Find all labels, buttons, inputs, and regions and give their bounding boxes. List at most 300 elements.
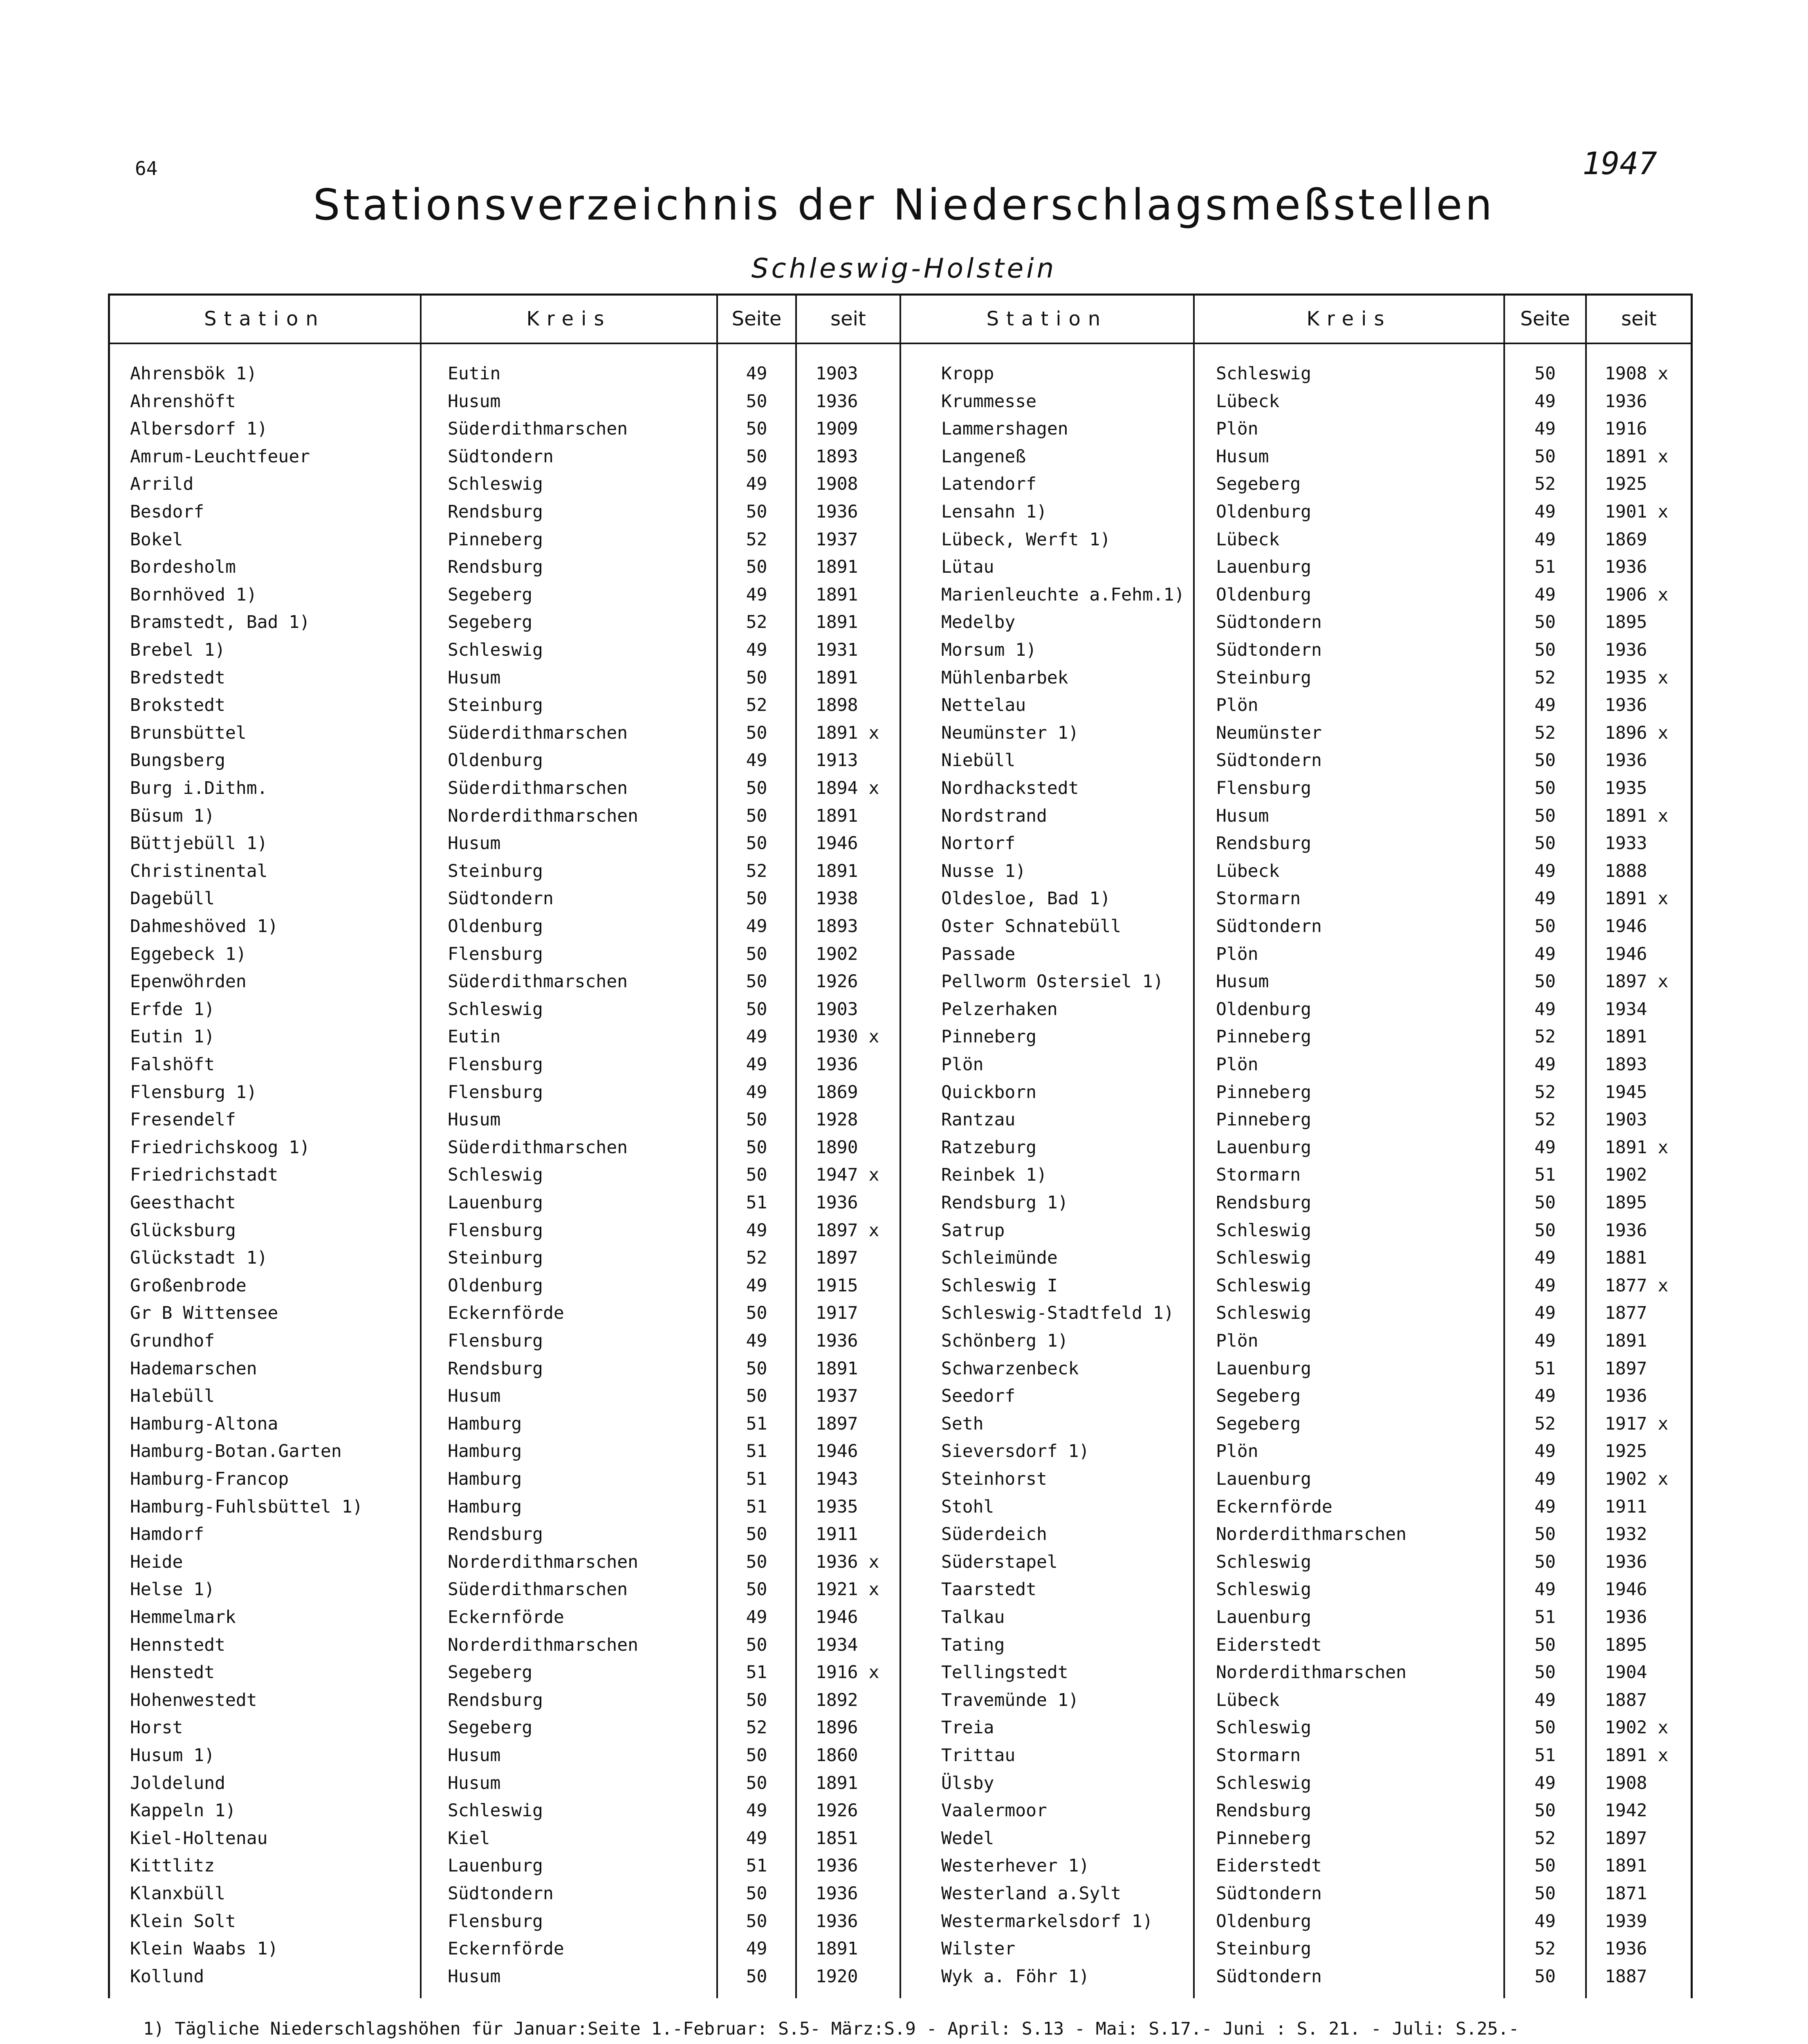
station-name: Trittau bbox=[941, 1745, 1016, 1766]
station-name: Stohl bbox=[941, 1497, 994, 1517]
kreis: Schleswig bbox=[448, 640, 543, 660]
kreis: Flensburg bbox=[448, 1082, 543, 1103]
station-name: Wyk a. Föhr 1) bbox=[941, 1966, 1090, 1987]
seit: 1891 x bbox=[1605, 446, 1669, 467]
station-name: Glücksburg bbox=[130, 1220, 236, 1241]
seit: 1894 x bbox=[816, 778, 879, 798]
seite: 50 bbox=[746, 1386, 767, 1406]
station-name: Amrum-Leuchtfeuer bbox=[130, 446, 310, 467]
station-name: Bokel bbox=[130, 529, 183, 550]
seit: 1916 bbox=[1605, 419, 1647, 439]
kreis: Schleswig bbox=[1216, 1275, 1311, 1296]
seit: 1936 bbox=[1605, 391, 1647, 412]
seite: 49 bbox=[1534, 1137, 1556, 1158]
seit: 1869 bbox=[1605, 529, 1647, 550]
seit: 1930 x bbox=[816, 1026, 879, 1047]
station-name: Bornhöved 1) bbox=[130, 585, 257, 605]
seit: 1911 bbox=[1605, 1497, 1647, 1517]
seite: 50 bbox=[746, 391, 767, 412]
seite: 49 bbox=[1534, 1054, 1556, 1075]
seit: 1901 x bbox=[1605, 502, 1669, 522]
kreis: Norderdithmarschen bbox=[448, 1552, 638, 1572]
kreis: Steinburg bbox=[448, 695, 543, 715]
station-name: Nettelau bbox=[941, 695, 1026, 715]
column-divider bbox=[795, 294, 797, 1998]
station-name: Falshöft bbox=[130, 1054, 215, 1075]
kreis: Oldenburg bbox=[448, 1275, 543, 1296]
seite: 50 bbox=[746, 1911, 767, 1932]
seite: 49 bbox=[746, 474, 767, 494]
column-divider bbox=[900, 294, 901, 1998]
seit: 1893 bbox=[816, 916, 858, 937]
seite: 51 bbox=[1534, 1358, 1556, 1379]
header-kreis-right: Kreis bbox=[1306, 307, 1392, 330]
seit: 1946 bbox=[816, 833, 858, 854]
kreis: Oldenburg bbox=[448, 916, 543, 937]
seite: 52 bbox=[746, 529, 767, 550]
kreis: Südtondern bbox=[1216, 916, 1322, 937]
station-name: Ahrenshöft bbox=[130, 391, 236, 412]
seit: 1946 bbox=[816, 1441, 858, 1461]
station-name: Hohenwestedt bbox=[130, 1690, 257, 1710]
seite: 50 bbox=[746, 1773, 767, 1793]
kreis: Schleswig bbox=[1216, 1303, 1311, 1323]
seite: 50 bbox=[1534, 640, 1556, 660]
kreis: Rendsburg bbox=[448, 1358, 543, 1379]
seite: 51 bbox=[1534, 1165, 1556, 1185]
seit: 1936 bbox=[1605, 557, 1647, 577]
station-name: Wedel bbox=[941, 1828, 994, 1849]
kreis: Süderdithmarschen bbox=[448, 1579, 628, 1600]
station-name: Schleimünde bbox=[941, 1248, 1058, 1268]
seit: 1906 x bbox=[1605, 585, 1669, 605]
kreis: Plön bbox=[1216, 944, 1258, 964]
seite: 50 bbox=[746, 668, 767, 688]
kreis: Pinneberg bbox=[1216, 1109, 1311, 1130]
station-name: Langeneß bbox=[941, 446, 1026, 467]
seit: 1891 x bbox=[816, 723, 879, 743]
seit: 1903 bbox=[816, 363, 858, 384]
seit: 1891 bbox=[816, 1773, 858, 1793]
seite: 50 bbox=[746, 1966, 767, 1987]
kreis: Husum bbox=[448, 1109, 501, 1130]
kreis: Eutin bbox=[448, 1026, 501, 1047]
seite: 50 bbox=[746, 1358, 767, 1379]
station-name: Eggebeck 1) bbox=[130, 944, 247, 964]
kreis: Plön bbox=[1216, 1331, 1258, 1351]
station-name: Brebel 1) bbox=[130, 640, 225, 660]
seite: 49 bbox=[1534, 1275, 1556, 1296]
station-name: Kollund bbox=[130, 1966, 204, 1987]
seit: 1942 bbox=[1605, 1800, 1647, 1821]
seit: 1897 x bbox=[1605, 971, 1669, 992]
seit: 1891 bbox=[1605, 1856, 1647, 1876]
seite: 49 bbox=[746, 750, 767, 771]
kreis: Rendsburg bbox=[448, 1690, 543, 1710]
seite: 50 bbox=[746, 971, 767, 992]
station-name: Heide bbox=[130, 1552, 183, 1572]
seite: 52 bbox=[1534, 1939, 1556, 1959]
seite: 50 bbox=[746, 888, 767, 909]
station-name: Hamburg-Altona bbox=[130, 1414, 278, 1434]
seit: 1891 x bbox=[1605, 1137, 1669, 1158]
seit: 1926 bbox=[816, 971, 858, 992]
station-name: Helse 1) bbox=[130, 1579, 215, 1600]
station-name: Lütau bbox=[941, 557, 994, 577]
seite: 50 bbox=[1534, 363, 1556, 384]
kreis: Südtondern bbox=[1216, 750, 1322, 771]
kreis: Husum bbox=[1216, 446, 1269, 467]
seit: 1936 bbox=[1605, 640, 1647, 660]
kreis: Husum bbox=[448, 391, 501, 412]
seit: 1860 bbox=[816, 1745, 858, 1766]
kreis: Süderdithmarschen bbox=[448, 419, 628, 439]
seite: 52 bbox=[1534, 1082, 1556, 1103]
seite: 50 bbox=[746, 944, 767, 964]
seite: 50 bbox=[746, 806, 767, 826]
column-divider bbox=[420, 294, 422, 1998]
seite: 51 bbox=[746, 1414, 767, 1434]
seite: 52 bbox=[1534, 474, 1556, 494]
seite: 50 bbox=[1534, 916, 1556, 937]
column-divider bbox=[1193, 294, 1195, 1998]
station-name: Lensahn 1) bbox=[941, 502, 1047, 522]
kreis: Husum bbox=[1216, 971, 1269, 992]
kreis: Segeberg bbox=[448, 1717, 533, 1738]
seite: 49 bbox=[746, 1275, 767, 1296]
seit: 1936 bbox=[1605, 1939, 1647, 1959]
station-name: Dahmeshöved 1) bbox=[130, 916, 278, 937]
seite: 50 bbox=[1534, 1966, 1556, 1987]
kreis: Flensburg bbox=[1216, 778, 1311, 798]
kreis: Südtondern bbox=[448, 888, 554, 909]
seite: 49 bbox=[746, 1220, 767, 1241]
seit: 1898 bbox=[816, 695, 858, 715]
seite: 50 bbox=[746, 1303, 767, 1323]
kreis: Husum bbox=[448, 1966, 501, 1987]
seit: 1946 bbox=[1605, 944, 1647, 964]
seit: 1891 bbox=[816, 585, 858, 605]
seit: 1936 bbox=[1605, 1386, 1647, 1406]
seit: 1917 bbox=[816, 1303, 858, 1323]
seite: 50 bbox=[1534, 1552, 1556, 1572]
station-name: Ülsby bbox=[941, 1773, 994, 1793]
seit: 1932 bbox=[1605, 1524, 1647, 1544]
seit: 1939 bbox=[1605, 1911, 1647, 1932]
seit: 1920 bbox=[816, 1966, 858, 1987]
seite: 50 bbox=[1534, 750, 1556, 771]
station-name: Ahrensbök 1) bbox=[130, 363, 257, 384]
station-name: Morsum 1) bbox=[941, 640, 1036, 660]
kreis: Eiderstedt bbox=[1216, 1856, 1322, 1876]
seite: 51 bbox=[1534, 557, 1556, 577]
seite: 50 bbox=[746, 1690, 767, 1710]
seite: 49 bbox=[1534, 1469, 1556, 1489]
station-name: Husum 1) bbox=[130, 1745, 215, 1766]
seit: 1945 bbox=[1605, 1082, 1647, 1103]
seite: 49 bbox=[746, 585, 767, 605]
seite: 50 bbox=[1534, 1717, 1556, 1738]
seite: 50 bbox=[1534, 971, 1556, 992]
station-name: Hamdorf bbox=[130, 1524, 204, 1544]
kreis: Südtondern bbox=[1216, 640, 1322, 660]
kreis: Schleswig bbox=[448, 1800, 543, 1821]
kreis: Husum bbox=[448, 668, 501, 688]
kreis: Hamburg bbox=[448, 1497, 522, 1517]
station-name: Hemmelmark bbox=[130, 1607, 236, 1627]
station-name: Latendorf bbox=[941, 474, 1036, 494]
station-name: Erfde 1) bbox=[130, 999, 215, 1020]
seite: 51 bbox=[1534, 1745, 1556, 1766]
station-name: Schwarzenbeck bbox=[941, 1358, 1079, 1379]
seit: 1887 bbox=[1605, 1966, 1647, 1987]
seit: 1891 bbox=[816, 1358, 858, 1379]
seit: 1869 bbox=[816, 1082, 858, 1103]
kreis: Norderdithmarschen bbox=[448, 806, 638, 826]
seite: 49 bbox=[1534, 888, 1556, 909]
seit: 1891 x bbox=[1605, 888, 1669, 909]
seit: 1891 bbox=[816, 806, 858, 826]
seite: 52 bbox=[1534, 1109, 1556, 1130]
seite: 52 bbox=[746, 695, 767, 715]
kreis: Husum bbox=[448, 1773, 501, 1793]
seite: 52 bbox=[746, 861, 767, 881]
page-number: 64 bbox=[135, 157, 158, 179]
seite: 49 bbox=[1534, 419, 1556, 439]
station-name: Klein Waabs 1) bbox=[130, 1939, 278, 1959]
kreis: Südtondern bbox=[1216, 612, 1322, 632]
seite: 50 bbox=[746, 833, 767, 854]
seit: 1936 bbox=[1605, 1607, 1647, 1627]
seit: 1936 x bbox=[816, 1552, 879, 1572]
seit: 1936 bbox=[1605, 695, 1647, 715]
seite: 51 bbox=[746, 1441, 767, 1461]
kreis: Lauenburg bbox=[448, 1192, 543, 1213]
seit: 1881 bbox=[1605, 1248, 1647, 1268]
seite: 50 bbox=[1534, 806, 1556, 826]
kreis: Schleswig bbox=[1216, 1717, 1311, 1738]
seit: 1902 x bbox=[1605, 1469, 1669, 1489]
station-name: Nusse 1) bbox=[941, 861, 1026, 881]
seit: 1887 bbox=[1605, 1690, 1647, 1710]
seit: 1946 bbox=[1605, 1579, 1647, 1600]
kreis: Neumünster bbox=[1216, 723, 1322, 743]
seite: 50 bbox=[1534, 1524, 1556, 1544]
kreis: Pinneberg bbox=[1216, 1026, 1311, 1047]
seit: 1895 bbox=[1605, 1192, 1647, 1213]
station-name: Travemünde 1) bbox=[941, 1690, 1079, 1710]
station-name: Kappeln 1) bbox=[130, 1800, 236, 1821]
seit: 1936 bbox=[816, 391, 858, 412]
seit: 1913 bbox=[816, 750, 858, 771]
station-name: Christinental bbox=[130, 861, 268, 881]
seite: 51 bbox=[746, 1192, 767, 1213]
station-name: Hamburg-Botan.Garten bbox=[130, 1441, 342, 1461]
seite: 49 bbox=[1534, 1497, 1556, 1517]
station-name: Westermarkelsdorf 1) bbox=[941, 1911, 1153, 1932]
seite: 52 bbox=[746, 1248, 767, 1268]
station-name: Büttjebüll 1) bbox=[130, 833, 268, 854]
kreis: Segeberg bbox=[1216, 1386, 1301, 1406]
kreis: Oldenburg bbox=[448, 750, 543, 771]
station-name: Pellworm Ostersiel 1) bbox=[941, 971, 1164, 992]
seit: 1891 x bbox=[1605, 806, 1669, 826]
seite: 50 bbox=[746, 723, 767, 743]
kreis: Rendsburg bbox=[1216, 1800, 1311, 1821]
page-subtitle: Schleswig-Holstein bbox=[751, 253, 1057, 284]
station-name: Treia bbox=[941, 1717, 994, 1738]
kreis: Plön bbox=[1216, 1054, 1258, 1075]
seite: 49 bbox=[746, 1607, 767, 1627]
seite: 50 bbox=[1534, 446, 1556, 467]
station-name: Pelzerhaken bbox=[941, 999, 1058, 1020]
kreis: Südtondern bbox=[1216, 1883, 1322, 1904]
seite: 50 bbox=[746, 778, 767, 798]
seite: 49 bbox=[1534, 1773, 1556, 1793]
header-seite-right: Seite bbox=[1520, 307, 1570, 330]
station-name: Brunsbüttel bbox=[130, 723, 247, 743]
station-name: Plön bbox=[941, 1054, 984, 1075]
seite: 50 bbox=[746, 1524, 767, 1544]
station-name: Eutin 1) bbox=[130, 1026, 215, 1047]
kreis: Südtondern bbox=[448, 1883, 554, 1904]
kreis: Kiel bbox=[448, 1828, 490, 1849]
seit: 1935 x bbox=[1605, 668, 1669, 688]
seit: 1877 bbox=[1605, 1303, 1647, 1323]
seite: 50 bbox=[1534, 1800, 1556, 1821]
seite: 50 bbox=[1534, 1662, 1556, 1683]
kreis: Flensburg bbox=[448, 1911, 543, 1932]
kreis: Segeberg bbox=[1216, 1414, 1301, 1434]
kreis: Hamburg bbox=[448, 1441, 522, 1461]
seit: 1890 bbox=[816, 1137, 858, 1158]
station-name: Westerland a.Sylt bbox=[941, 1883, 1122, 1904]
seit: 1935 bbox=[1605, 778, 1647, 798]
seit: 1896 bbox=[816, 1717, 858, 1738]
seite: 52 bbox=[1534, 1414, 1556, 1434]
station-name: Pinneberg bbox=[941, 1026, 1036, 1047]
kreis: Husum bbox=[1216, 806, 1269, 826]
station-name: Gr B Wittensee bbox=[130, 1303, 278, 1323]
seite: 49 bbox=[746, 1026, 767, 1047]
seit: 1936 bbox=[816, 1856, 858, 1876]
kreis: Rendsburg bbox=[448, 502, 543, 522]
seit: 1936 bbox=[816, 1192, 858, 1213]
station-name: Geesthacht bbox=[130, 1192, 236, 1213]
seite: 51 bbox=[746, 1497, 767, 1517]
station-name: Süderstapel bbox=[941, 1552, 1058, 1572]
seite: 50 bbox=[746, 1579, 767, 1600]
station-name: Horst bbox=[130, 1717, 183, 1738]
kreis: Schleswig bbox=[1216, 363, 1311, 384]
seite: 52 bbox=[746, 612, 767, 632]
seite: 52 bbox=[1534, 668, 1556, 688]
kreis: Rendsburg bbox=[448, 557, 543, 577]
seite: 49 bbox=[1534, 1441, 1556, 1461]
seite: 52 bbox=[746, 1717, 767, 1738]
kreis: Südtondern bbox=[1216, 1966, 1322, 1987]
seite: 50 bbox=[746, 1635, 767, 1655]
station-name: Schleswig-Stadtfeld 1) bbox=[941, 1303, 1174, 1323]
kreis: Süderdithmarschen bbox=[448, 778, 628, 798]
seite: 49 bbox=[746, 1828, 767, 1849]
kreis: Hamburg bbox=[448, 1414, 522, 1434]
seite: 49 bbox=[1534, 585, 1556, 605]
seit: 1891 bbox=[1605, 1331, 1647, 1351]
kreis: Segeberg bbox=[448, 585, 533, 605]
seit: 1871 bbox=[1605, 1883, 1647, 1904]
kreis: Flensburg bbox=[448, 944, 543, 964]
seit: 1926 bbox=[816, 1800, 858, 1821]
seit: 1897 bbox=[816, 1248, 858, 1268]
seit: 1877 x bbox=[1605, 1275, 1669, 1296]
footnote-1: 1) Tägliche Niederschlagshöhen für Januar:Seite 1.-Februar: S.5- März:S.9 - April: S.13 - Mai: S.17.- Juni : S. 21. - Juli: S.25.- bbox=[143, 2019, 1519, 2039]
kreis: Steinburg bbox=[1216, 668, 1311, 688]
seit: 1896 x bbox=[1605, 723, 1669, 743]
seit: 1916 x bbox=[816, 1662, 879, 1683]
station-name: Schleswig I bbox=[941, 1275, 1058, 1296]
kreis: Segeberg bbox=[448, 1662, 533, 1683]
seit: 1891 bbox=[816, 668, 858, 688]
seit: 1888 bbox=[1605, 861, 1647, 881]
station-name: Hamburg-Francop bbox=[130, 1469, 289, 1489]
kreis: Steinburg bbox=[448, 1248, 543, 1268]
seite: 49 bbox=[1534, 1690, 1556, 1710]
seite: 51 bbox=[746, 1662, 767, 1683]
seit: 1908 x bbox=[1605, 363, 1669, 384]
station-name: Dagebüll bbox=[130, 888, 215, 909]
seit: 1891 bbox=[816, 861, 858, 881]
seite: 49 bbox=[746, 1054, 767, 1075]
seite: 49 bbox=[746, 1939, 767, 1959]
station-name: Rendsburg 1) bbox=[941, 1192, 1068, 1213]
kreis: Husum bbox=[448, 1745, 501, 1766]
station-name: Seth bbox=[941, 1414, 984, 1434]
station-name: Tating bbox=[941, 1635, 1005, 1655]
kreis: Plön bbox=[1216, 1441, 1258, 1461]
station-name: Klein Solt bbox=[130, 1911, 236, 1932]
seite: 49 bbox=[746, 1800, 767, 1821]
seite: 50 bbox=[746, 1137, 767, 1158]
station-name: Brokstedt bbox=[130, 695, 225, 715]
station-name: Schönberg 1) bbox=[941, 1331, 1068, 1351]
station-name: Lammershagen bbox=[941, 419, 1068, 439]
station-name: Nortorf bbox=[941, 833, 1016, 854]
seite: 50 bbox=[746, 1552, 767, 1572]
seit: 1897 bbox=[1605, 1358, 1647, 1379]
seite: 49 bbox=[1534, 1331, 1556, 1351]
seite: 49 bbox=[1534, 529, 1556, 550]
kreis: Schleswig bbox=[448, 1165, 543, 1185]
station-name: Wilster bbox=[941, 1939, 1016, 1959]
seite: 50 bbox=[1534, 833, 1556, 854]
seite: 50 bbox=[746, 1109, 767, 1130]
seit: 1947 x bbox=[816, 1165, 879, 1185]
station-name: Fresendelf bbox=[130, 1109, 236, 1130]
seite: 49 bbox=[746, 640, 767, 660]
station-name: Bredstedt bbox=[130, 668, 225, 688]
header-seit-right: seit bbox=[1621, 307, 1657, 330]
seite: 50 bbox=[746, 557, 767, 577]
page-title: Stationsverzeichnis der Niederschlagsmeßstellen bbox=[313, 180, 1495, 230]
kreis: Pinneberg bbox=[448, 529, 543, 550]
seite: 51 bbox=[746, 1469, 767, 1489]
kreis: Flensburg bbox=[448, 1054, 543, 1075]
seit: 1893 bbox=[816, 446, 858, 467]
kreis: Schleswig bbox=[1216, 1248, 1311, 1268]
seite: 49 bbox=[1534, 695, 1556, 715]
station-name: Sieversdorf 1) bbox=[941, 1441, 1090, 1461]
